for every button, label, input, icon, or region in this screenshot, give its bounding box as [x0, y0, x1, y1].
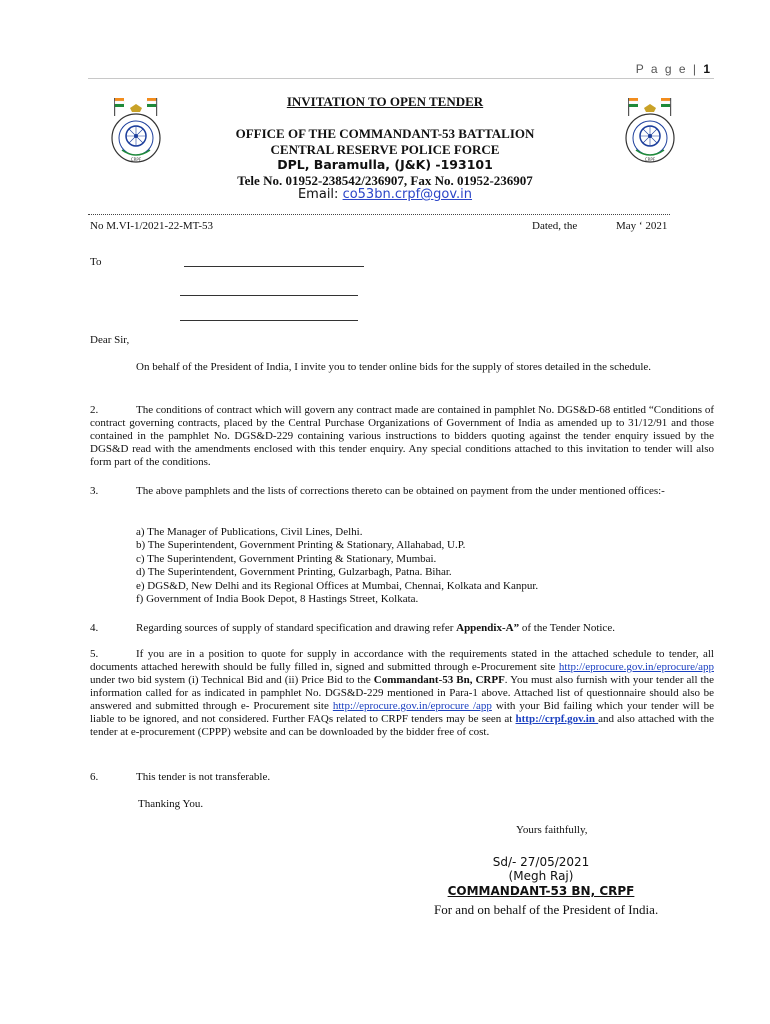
office-email: Email: co53bn.crpf@gov.in	[297, 187, 473, 202]
intro-paragraph: On behalf of the President of India, I invite you to tender online bids for the supply of stores detailed in the schedule.	[136, 361, 652, 373]
svg-text:CRPF: CRPF	[130, 157, 142, 162]
paragraph-6-number: 6.	[90, 771, 99, 783]
yours-faithfully: Yours faithfully,	[516, 824, 588, 836]
address-blank-line	[180, 295, 358, 296]
eprocure-link[interactable]: http://eprocure.gov.in/eprocure/app	[558, 661, 714, 673]
crpf-emblem-right-icon	[614, 94, 686, 166]
list-item: c) The Superintendent, Government Printing & Stationary, Mumbai.	[136, 552, 437, 565]
list-item: d) The Superintendent, Government Printing, Gulzarbagh, Patna. Bihar.	[136, 566, 452, 579]
list-item: b) The Superintendent, Government Printing & Stationary, Allahabad, U.P.	[136, 539, 466, 552]
reference-number: No M.VI-1/2021-22-MT-53	[90, 220, 214, 232]
paragraph-4-number: 4.	[90, 622, 99, 634]
offices-list	[136, 526, 538, 606]
address-blank-line	[180, 320, 358, 321]
office-address: DPL, Baramulla, (J&K) -193101	[277, 157, 493, 172]
thanking-text: Thanking You.	[138, 798, 204, 810]
paragraph-3: 3. The above pamphlets and the lists of corrections thereto can be obtained on payment from the under mentioned offices:-	[90, 485, 665, 497]
list-item: e) DGS&D, New Delhi and its Regional Offices at Mumbai, Chennai, Kolkata and Kanpur.	[136, 579, 539, 592]
address-blank-line	[184, 266, 364, 267]
separator-dotted	[88, 214, 670, 215]
office-line-1: OFFICE OF THE COMMANDANT-53 BATTALION	[235, 126, 535, 141]
paragraph-5: 5. If you are in a position to quote for supply in accordance with the requirements stated in the attached schedule to tender, all documents attached herewith should be fully filled in, signed and submitted through e-Procurement site http://eprocure.gov.in/eprocure/app under two bid system (i) Technical Bid and (ii) Price Bid to the Commandant-53 Bn, CRPF. You must also furnish with your tender all the information called for as indicated in pamphlet No. DGS&D-229 mentioned in Para-1 above. Attached list of questionnaire should also be answered and submitted through e- Procurement site http://eprocure.gov.in/eprocure /app with your Bid failing which your tender will be liable to be ignored, and not considered. Further FAQs related to CRPF tenders may be seen at http://crpf.gov.in and also attached with the tender at e-procurement (CPPP) website and can be downloaded by the bidder free of cost.	[90, 648, 714, 738]
to-label: To	[90, 256, 102, 268]
paragraph-6: This tender is not transferable.	[136, 771, 271, 783]
dated-value: May ‘ 2021	[616, 220, 668, 232]
page-number: P a g e | 1	[635, 62, 710, 76]
signatory-name: (Megh Raj)	[508, 869, 574, 883]
dated-label: Dated, the	[532, 220, 578, 232]
svg-text:CRPF: CRPF	[644, 157, 656, 162]
paragraph-4: Regarding sources of supply of standard specification and drawing refer Appendix-A” of the Tender Notice.	[136, 622, 615, 634]
on-behalf-line: For and on behalf of the President of India.	[434, 902, 659, 917]
signature-date: Sd/- 27/05/2021	[492, 855, 590, 869]
paragraph-2: 2. The conditions of contract which will govern any contract made are contained in pamphlet No. DGS&D-68 entitled “Conditions of contract governing contracts, placed by the Central Purchase Organizations of Government of India as amended up to 31/12/91 and those contained in the pamphlet No. DGS&D-229 containing various instructions to bidders quoting against the tender enquiry issued by the DGS&D read with the amendments enclosed with this tender enquiry. Any special conditions attached to this invitation to tender will also form part of the conditions.	[90, 404, 714, 468]
office-line-2: CENTRAL RESERVE POLICE FORCE	[270, 142, 500, 157]
office-phone: Tele No. 01952-238542/236907, Fax No. 01952-236907	[237, 173, 533, 188]
list-item: f) Government of India Book Depot, 8 Hastings Street, Kolkata.	[136, 593, 419, 606]
document-title: INVITATION TO OPEN TENDER	[286, 94, 484, 109]
salutation: Dear Sir,	[90, 334, 130, 346]
email-link[interactable]: co53bn.crpf@gov.in	[342, 187, 473, 202]
eprocure-link-2[interactable]: http://eprocure.gov.in/eprocure /app	[332, 700, 492, 712]
list-item: a) The Manager of Publications, Civil Lines, Delhi.	[136, 526, 363, 538]
crpf-link[interactable]: http://crpf.gov.in	[515, 713, 599, 725]
header-rule	[88, 78, 714, 79]
signatory-designation: COMMANDANT-53 BN, CRPF	[447, 884, 635, 898]
